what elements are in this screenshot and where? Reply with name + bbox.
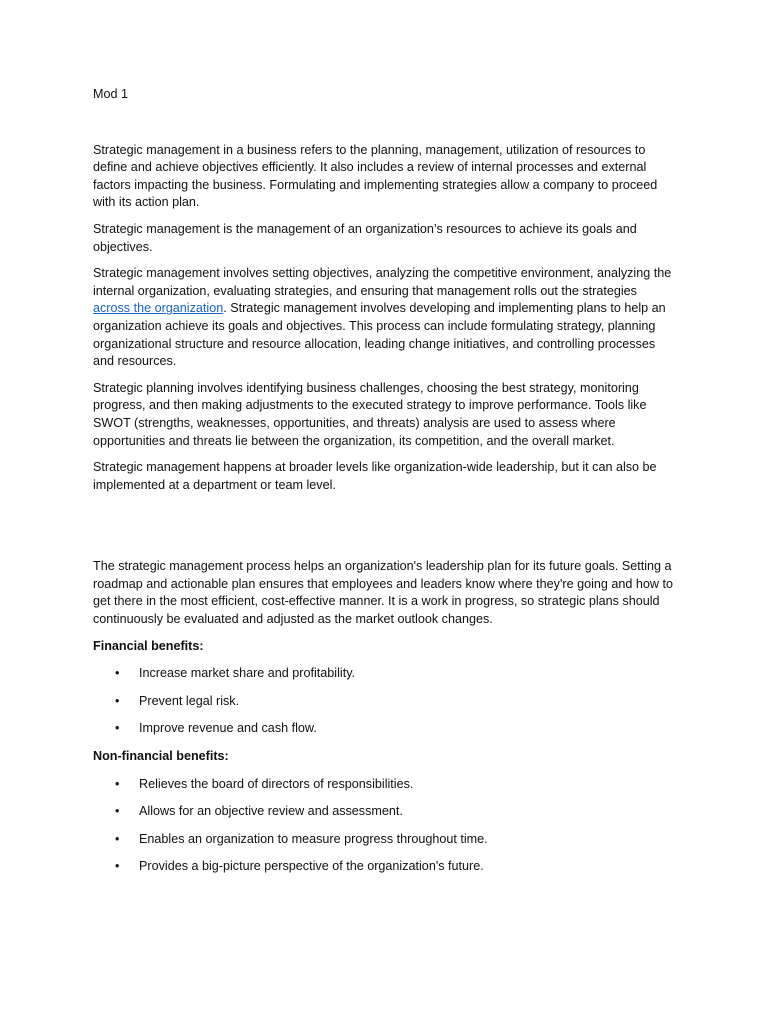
list-item-text: Prevent legal risk. — [139, 693, 240, 708]
section-spacer — [93, 503, 675, 558]
paragraph-objectives — [93, 265, 675, 371]
list-item — [93, 831, 675, 849]
financial-benefits-list — [93, 665, 675, 738]
paragraph-objectives-start: Strategic management involves setting objectives, analyzing the competitive environment, analyzing the internal organization, evaluating strategies, and ensuring that management rolls out the strategies — [93, 266, 672, 298]
list-item — [93, 776, 675, 794]
paragraph-levels: Strategic management happens at broader levels like organization-wide leadership, but it can also be implemented at a department or team level. — [93, 460, 657, 492]
list-item — [93, 803, 675, 821]
list-item — [93, 858, 675, 876]
bullet-icon: • — [115, 804, 120, 819]
list-item — [93, 693, 675, 711]
document-title: Mod 1 — [93, 87, 129, 101]
list-item-text: Relieves the board of directors of responsibilities. — [139, 776, 414, 791]
financial-benefits-heading: Financial benefits: — [93, 638, 204, 653]
bullet-icon: • — [115, 721, 120, 736]
paragraph-planning: Strategic planning involves identifying business challenges, choosing the best strategy, monitoring progress, and then making adjustments to the executed strategy to improve performance. Tools like SWOT (strengths, weaknesses, opportunities, and threats) analysis are used to assess where opportunities and threats lie between the organization, its competition, and the overall market. — [93, 380, 647, 448]
across-organization-link[interactable]: across the organization — [93, 301, 224, 316]
list-item-text: Enables an organization to measure progress throughout time. — [139, 831, 488, 846]
bullet-icon: • — [115, 666, 120, 681]
bullet-icon: • — [115, 831, 120, 846]
bullet-icon: • — [115, 776, 120, 791]
list-item-text: Increase market share and profitability. — [139, 666, 356, 681]
paragraph-definition: Strategic management in a business refers to the planning, management, utilization of resources to define and achieve objectives efficiently. It also includes a review of internal processes and external factors impacting the business. Formulating and implementing strategies allow a company to proceed with its action plan. — [93, 142, 658, 210]
non-financial-benefits-heading: Non-financial benefits: — [93, 749, 229, 764]
bullet-icon: • — [115, 859, 120, 874]
list-item-text: Improve revenue and cash flow. — [139, 721, 317, 736]
bullet-icon: • — [115, 693, 120, 708]
list-item-text: Provides a big-picture perspective of the organization's future. — [139, 859, 484, 874]
document-page — [93, 86, 675, 886]
list-item-text: Allows for an objective review and assessment. — [139, 804, 403, 819]
non-financial-benefits-list — [93, 776, 675, 876]
list-item — [93, 720, 675, 738]
paragraph-objectives-end: . Strategic management involves developing and implementing plans to help an organization achieve its goals and objectives. This process can include formulating strategy, planning organizational structure and resource allocation, leading change initiatives, and controlling processes and resources. — [93, 301, 666, 369]
paragraph-resources: Strategic management is the management of an organization’s resources to achieve its goals and objectives. — [93, 221, 637, 254]
paragraph-process: The strategic management process helps an organization's leadership plan for its future goals. Setting a roadmap and actionable plan ensures that employees and leaders know where they're going and how to get there in the most efficient, cost-effective manner. It is a work in progress, so strategic plans should continuously be evaluated and adjusted as the market outlook changes. — [93, 559, 673, 627]
list-item — [93, 665, 675, 683]
